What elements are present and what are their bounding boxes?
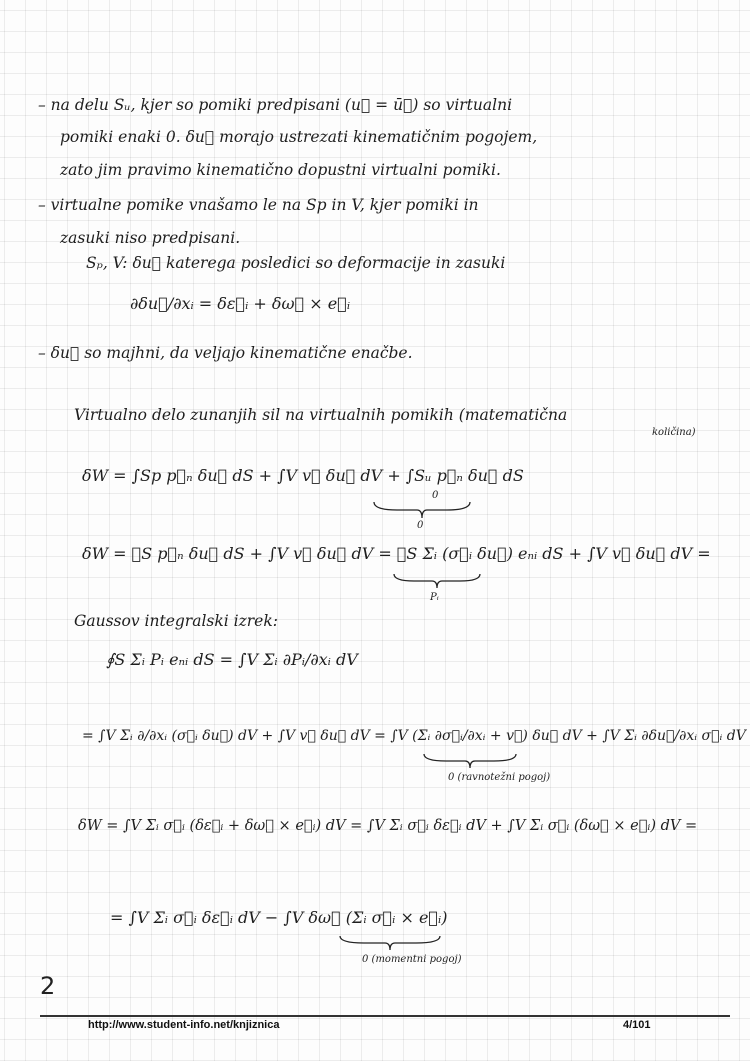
footer-url: http://www.student-info.net/knjiznica [88, 1019, 280, 1031]
kinematic-equation: ∂δu⃗/∂xᵢ = δε⃗ᵢ + δω⃗ × e⃗ᵢ [130, 294, 351, 313]
text-line-5: zasuki niso predpisani. [60, 229, 241, 247]
text-line-8-cont: količina) [652, 427, 696, 438]
text-line-3: zato jim pravimo kinematično dopustni virtualni pomiki. [60, 161, 501, 179]
equation-4-note: 0 (ravnotežni pogoj) [448, 772, 551, 783]
equation-2: δW = ∮S p⃗ₙ δu⃗ dS + ∫V v⃗ δu⃗ dV = ∮S Σᵢ (σ⃗ᵢ δu⃗) eₙᵢ dS + ∫V v⃗ δu⃗ dV = [82, 544, 711, 563]
equation-6-note: 0 (momentni pogoj) [362, 954, 462, 965]
equation-1-zero: 0 [432, 490, 439, 501]
equation-1: δW = ∫Sp p⃗ₙ δu⃗ dS + ∫V v⃗ δu⃗ dV + ∫Sᵤ p⃗ₙ δu⃗ dS [82, 466, 524, 485]
equation-6: = ∫V Σᵢ σ⃗ᵢ δε⃗ᵢ dV − ∫V δω⃗ (Σᵢ σ⃗ᵢ × e⃗ᵢ) [110, 908, 448, 927]
text-line-4: – virtualne pomike vnašamo le na Sp in V, kjer pomiki in [38, 196, 479, 214]
equation-3: ∮S Σᵢ Pᵢ eₙᵢ dS = ∫V Σᵢ ∂Pᵢ/∂xᵢ dV [106, 650, 358, 669]
underbrace-1 [372, 500, 472, 520]
equation-1-zero-2: 0 [417, 520, 424, 531]
text-line-1: – na delu Sᵤ, kjer so pomiki predpisani (u⃗ = ū⃗) so virtualni [38, 96, 513, 114]
text-line-2: pomiki enaki 0. δu⃗ morajo ustrezati kinematičnim pogojem, [60, 128, 538, 146]
text-line-8: Virtualno delo zunanjih sil na virtualnih pomikih (matematična [74, 406, 568, 424]
gauss-heading: Gaussov integralski izrek: [74, 612, 278, 630]
equation-4: = ∫V Σᵢ ∂/∂xᵢ (σ⃗ᵢ δu⃗) dV + ∫V v⃗ δu⃗ dV = ∫V (Σᵢ ∂σ⃗ᵢ/∂xᵢ + v⃗) δu⃗ dV + ∫V Σᵢ ∂δu⃗/∂xᵢ σ⃗ᵢ dV [82, 728, 746, 744]
equation-2-label: Pᵢ [430, 592, 439, 603]
equation-5: δW = ∫V Σᵢ σ⃗ᵢ (δε⃗ᵢ + δω⃗ × e⃗ᵢ) dV = ∫V Σᵢ σ⃗ᵢ δε⃗ᵢ dV + ∫V Σᵢ σ⃗ᵢ (δω⃗ × e⃗ᵢ) dV = [78, 818, 698, 834]
page-number: 2 [40, 972, 56, 1000]
underbrace-6 [338, 934, 442, 952]
footer-page-count: 4/101 [623, 1019, 651, 1031]
underbrace-4 [422, 752, 518, 770]
text-line-7: – δu⃗ so majhni, da veljajo kinematične enačbe. [38, 344, 413, 362]
underbrace-2 [392, 572, 482, 590]
text-line-6: Sₚ, V: δu⃗ katerega posledici so deformacije in zasuki [86, 254, 506, 272]
footer-divider [40, 1015, 730, 1017]
